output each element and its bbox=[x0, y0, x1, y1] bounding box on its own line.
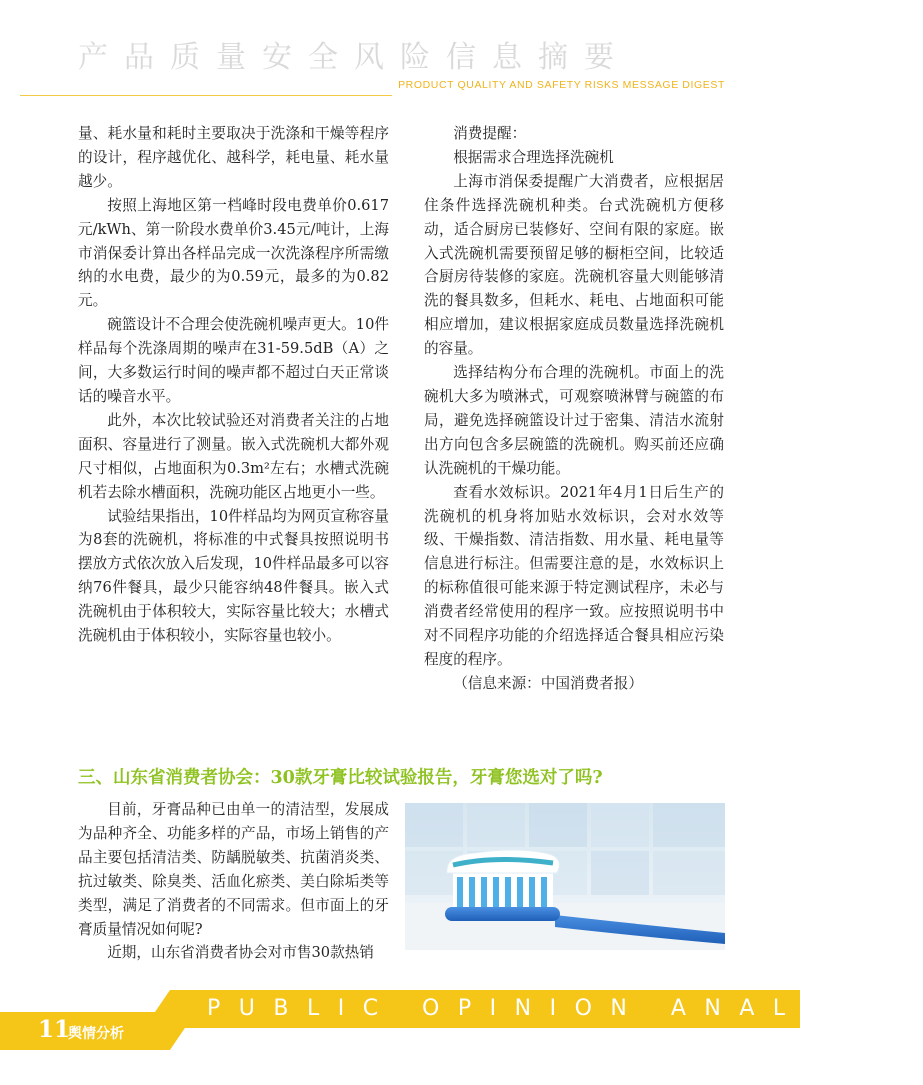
page-header bbox=[0, 0, 800, 100]
paragraph: 按照上海地区第一档峰时段电费单价0.617元/kWh、第一阶段水费单价3.45元/吨计，上海市消保委计算出各样品完成一次洗涤程序所需缴纳的水电费，最少的为0.59元，最多的为0.82元。 bbox=[78, 196, 389, 310]
paragraph: 量、耗水量和耗时主要取决于洗涤和干燥等程序的设计，程序越优化、越科学，耗电量、耗水量越少。 bbox=[78, 125, 389, 190]
page-number: 11 bbox=[38, 1016, 71, 1043]
section-body bbox=[78, 798, 389, 965]
toothbrush-illustration bbox=[405, 803, 725, 950]
source-note: （信息来源：中国消费者报） bbox=[453, 674, 643, 692]
paragraph: 上海市消保委提醒广大消费者，应根据居住条件选择洗碗机种类。台式洗碗机方便移动，适合厨房已装修好、空间有限的家庭。嵌入式洗碗机需要预留足够的橱柜空间，比较适合厨房待装修的家庭。洗碗机容量大则能够清洗的餐具数多，但耗水、耗电、占地面积可能相应增加，建议根据家庭成员数量选择洗碗机的容量。 bbox=[424, 172, 724, 358]
footer-banner-text: PUBLIC OPINION ANALYSIS bbox=[207, 996, 923, 1021]
paragraph: 试验结果指出，10件样品均为网页宣称容量为8套的洗碗机，将标准的中式餐具按照说明书摆放方式依次放入后发现，10件样品最多可以容纳76件餐具，最少只能容纳48件餐具。嵌入式洗碗机由于体积较大，实际容量比较大；水槽式洗碗机由于体积较小，实际容量也较小。 bbox=[78, 507, 389, 645]
section-title: 三、山东省消费者协会：30款牙膏比较试验报告，牙膏您选对了吗? bbox=[78, 768, 603, 788]
header-divider bbox=[20, 95, 392, 96]
paragraph: 选择结构分布合理的洗碗机。市面上的洗碗机大多为喷淋式，可观察喷淋臂与碗篮的布局，避免选择碗篮设计过于密集、清洁水流射出方向包含多层碗篮的洗碗机。购买前还应确认洗碗机的干燥功能。 bbox=[424, 364, 724, 477]
toothbrush-photo bbox=[405, 803, 725, 950]
header-title: 产品质量安全风险信息摘要 bbox=[78, 40, 630, 75]
tip-heading: 消费提醒： bbox=[453, 125, 527, 142]
paragraph: 此外，本次比较试验还对消费者关注的占地面积、容量进行了测量。嵌入式洗碗机大都外观尺寸相似，占地面积为0.3m²左右；水槽式洗碗机若去除水槽面积，洗碗功能区占地更小一些。 bbox=[78, 411, 389, 501]
paragraph: 近期，山东省消费者协会对市售30款热销 bbox=[107, 944, 374, 962]
right-column bbox=[424, 122, 724, 696]
paragraph: 碗篮设计不合理会使洗碗机噪声更大。10件样品每个洗涤周期的噪声在31-59.5dB（A）之间，大多数运行时间的噪声都不超过白天正常谈话的噪音水平。 bbox=[78, 316, 389, 405]
paragraph: 目前，牙膏品种已由单一的清洁型，发展成为品种齐全、功能多样的产品，市场上销售的产品主要包括清洁类、防龋脱敏类、抗菌消炎类、抗过敏类、除臭类、活血化瘀类、美白除垢类等类型，满足了消费者的不同需求。但市面上的牙膏质量情况如何呢? bbox=[78, 801, 389, 938]
header-subtitle: PRODUCT QUALITY AND SAFETY RISKS MESSAGE DIGEST bbox=[398, 79, 725, 91]
tip-subheading: 根据需求合理选择洗碗机 bbox=[453, 148, 614, 166]
paragraph: 查看水效标识。2021年4月1日后生产的洗碗机的机身将加贴水效标识，会对水效等级、干燥指数、清洁指数、用水量、耗电量等信息进行标注。但需要注意的是，水效标识上的标称值很可能来源于特定测试程序，未必与消费者经常使用的程序一致。应按照说明书中对不同程序功能的介绍选择适合餐具相应污染程度的程序。 bbox=[424, 483, 724, 668]
left-column bbox=[78, 122, 389, 648]
footer-section-label: 舆情分析 bbox=[68, 1026, 124, 1042]
